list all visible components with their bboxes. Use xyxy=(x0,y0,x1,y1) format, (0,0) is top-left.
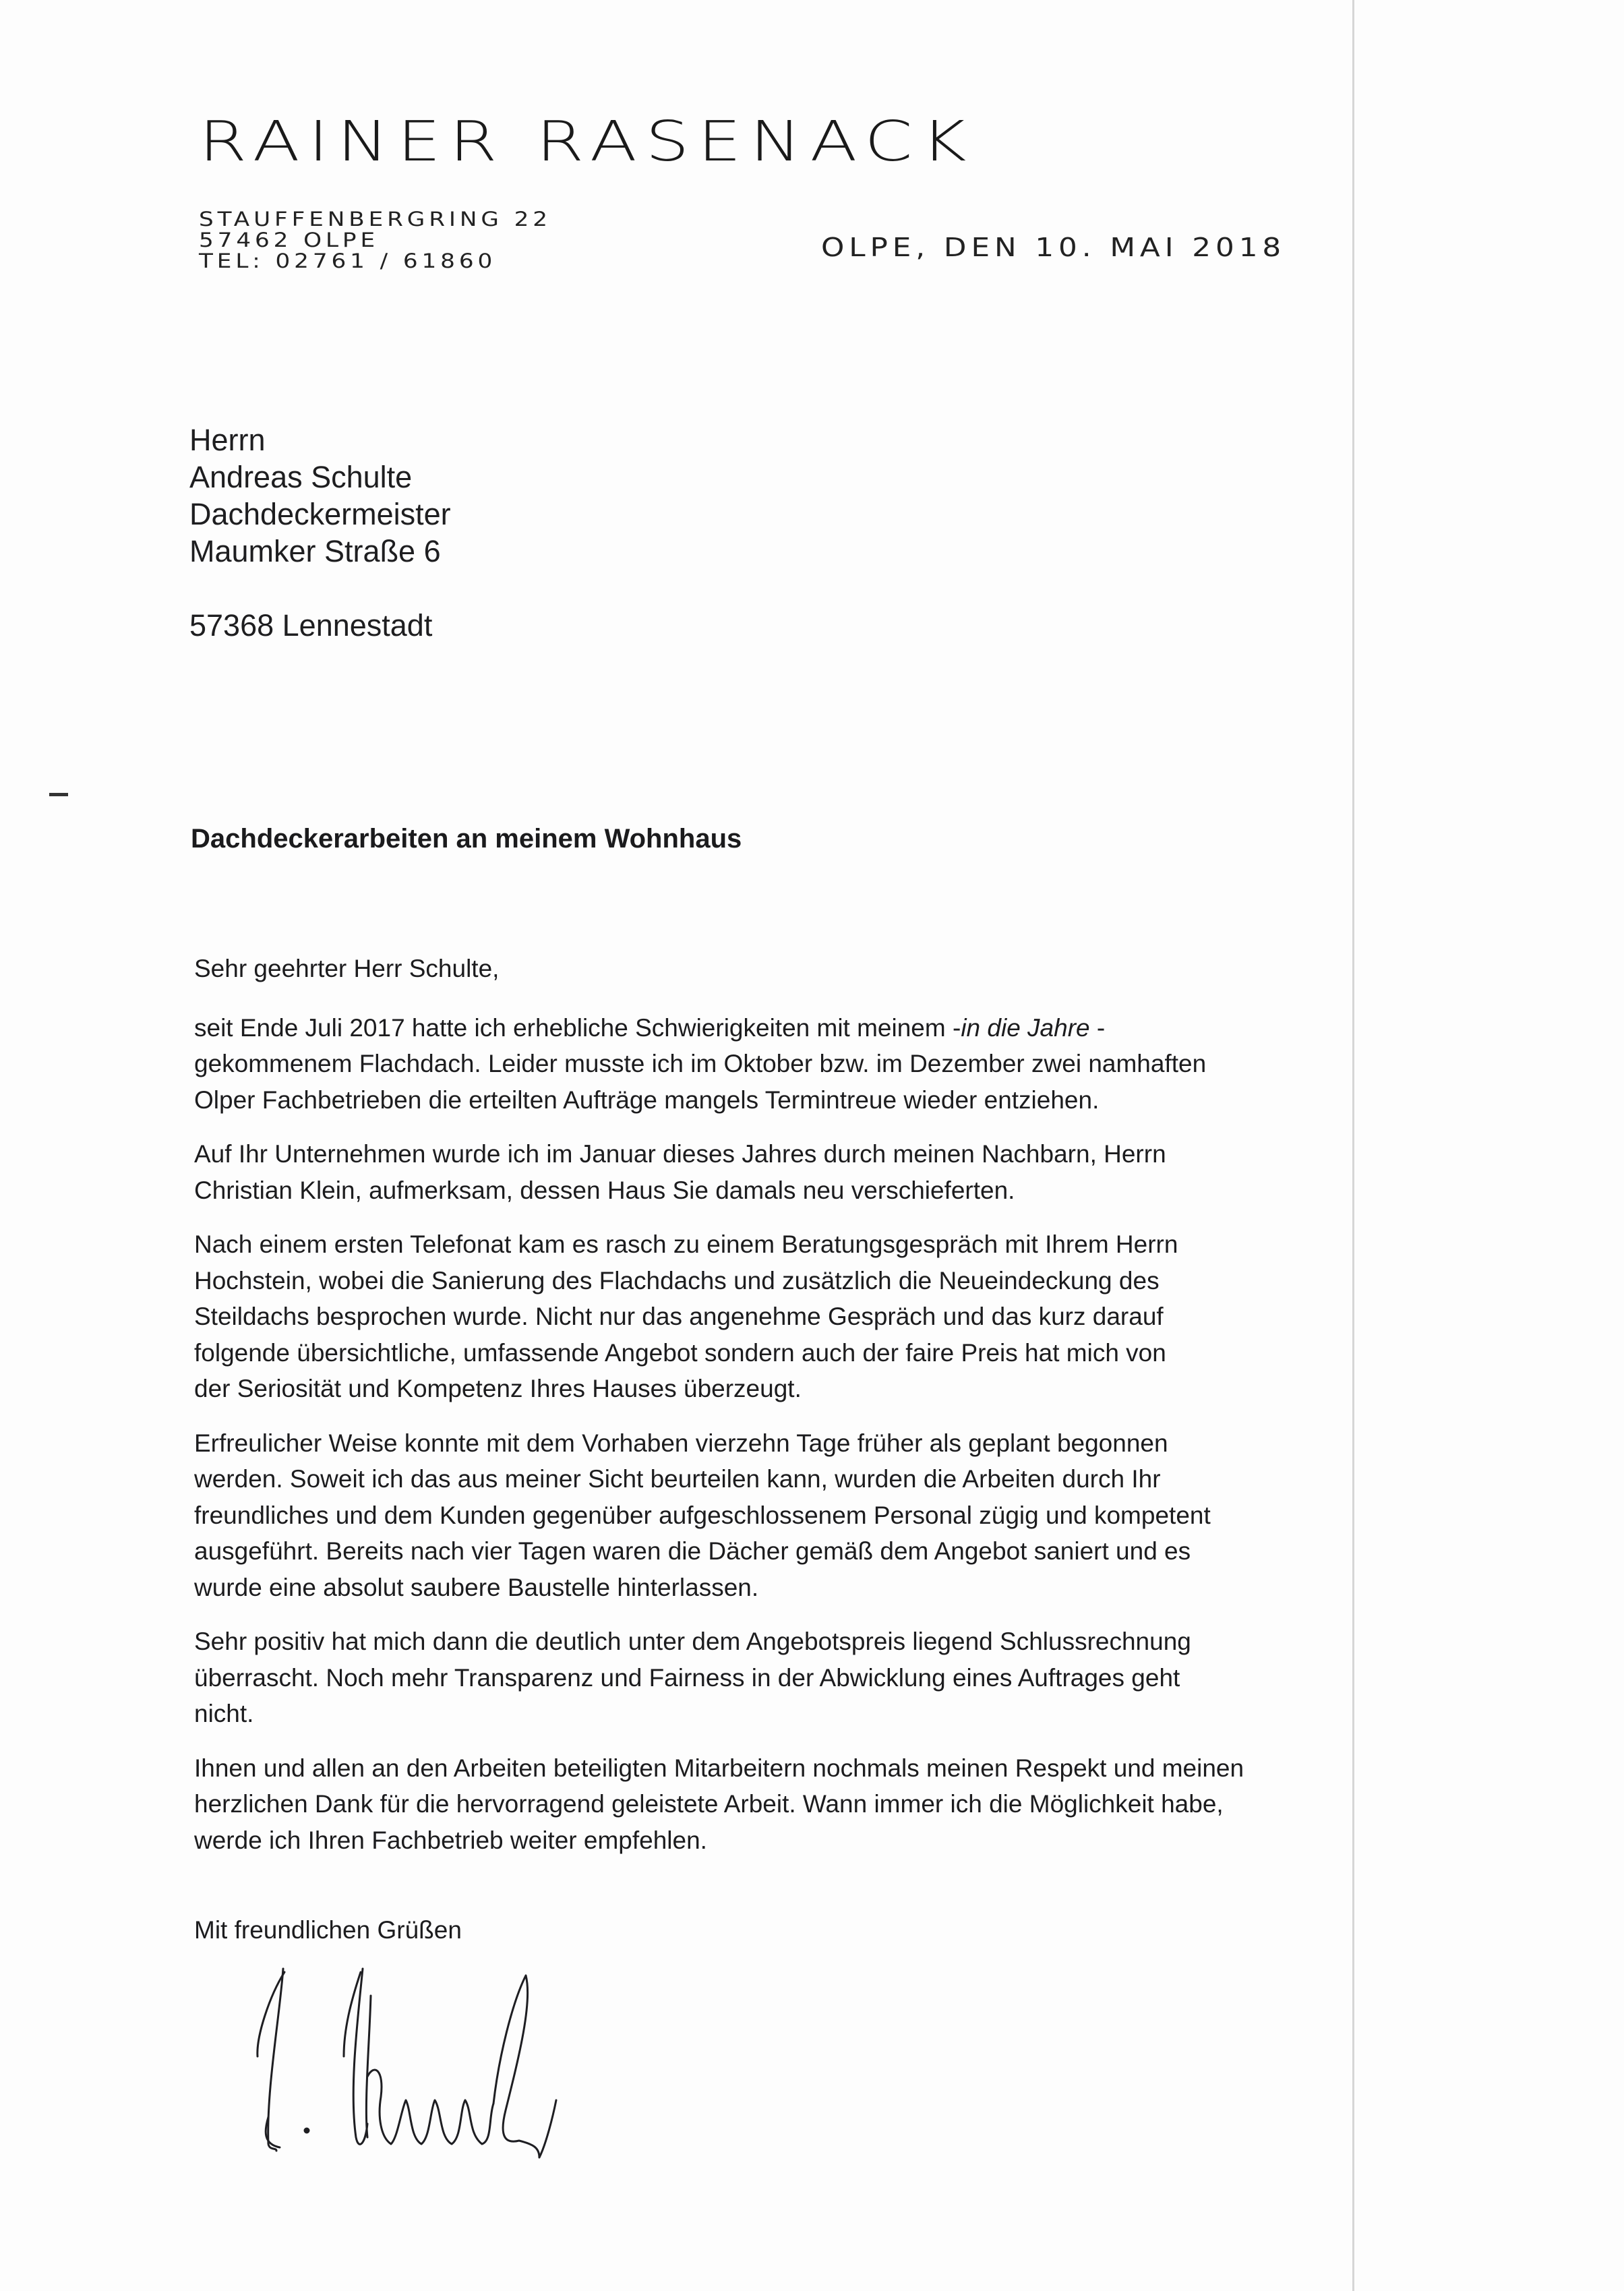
sender-city: 57462 OLPE xyxy=(199,229,379,251)
greeting: Sehr geehrter Herr Schulte, xyxy=(194,955,500,982)
body-line: gekommenem Flachdach. Leider musste ich im Oktober bzw. im Dezember zwei namhaften xyxy=(194,1050,1207,1077)
body-line: Christian Klein, aufmerksam, dessen Haus Sie damals neu verschieferten. xyxy=(194,1176,1015,1204)
recipient-street: Maumker Straße 6 xyxy=(189,534,441,568)
recipient-address xyxy=(189,421,451,644)
body-text-segment: seit Ende Juli 2017 hatte ich erhebliche Schwierigkeiten mit meinem - xyxy=(194,1013,961,1042)
fold-mark xyxy=(49,793,68,796)
body-paragraph xyxy=(194,1750,1462,1859)
body-paragraph xyxy=(194,1226,1462,1407)
sender-phone: TEL: 02761 / 61860 xyxy=(199,249,497,272)
body-line: Erfreulicher Weise konnte mit dem Vorhaben vierzehn Tage früher als geplant begonnen xyxy=(194,1429,1168,1457)
letterhead-name: RAINER RASENACK xyxy=(199,110,975,174)
body-line: nicht. xyxy=(194,1700,254,1727)
body-line: ausgeführt. Bereits nach vier Tagen waren die Dächer gemäß dem Angebot saniert und es xyxy=(194,1537,1191,1565)
body-line: werden. Soweit ich das aus meiner Sicht beurteilen kann, wurden die Arbeiten durch Ihr xyxy=(194,1465,1161,1493)
body-line: überrascht. Noch mehr Transparenz und Fairness in der Abwicklung eines Auftrages geht xyxy=(194,1663,1180,1692)
body-line: Sehr positiv hat mich dann die deutlich unter dem Angebotspreis liegend Schlussrechnung xyxy=(194,1628,1191,1655)
sender-address xyxy=(199,209,551,272)
body-line: wurde eine absolut saubere Baustelle hinterlassen. xyxy=(194,1573,759,1601)
body-paragraph xyxy=(194,1136,1462,1208)
body-line: Auf Ihr Unternehmen wurde ich im Januar dieses Jahres durch meinen Nachbarn, Herrn xyxy=(194,1140,1166,1168)
sender-street: STAUFFENBERGRING 22 xyxy=(199,208,551,231)
subject-line: Dachdeckerarbeiten an meinem Wohnhaus xyxy=(191,824,742,854)
body-line: freundliches und dem Kunden gegenüber aufgeschlossenem Personal zügig und kompetent xyxy=(194,1501,1211,1529)
body-paragraphs xyxy=(194,1010,1462,1859)
body-paragraph xyxy=(194,1425,1462,1606)
body-line: werde ich Ihren Fachbetrieb weiter empfehlen. xyxy=(194,1826,707,1854)
body-text-emphasis: in die Jahre xyxy=(961,1013,1090,1042)
body-line: der Seriosität und Kompetenz Ihres Hauses überzeugt. xyxy=(194,1375,802,1402)
body-line: Hochstein, wobei die Sanierung des Flachdachs und zusätzlich die Neueindeckung des xyxy=(194,1266,1160,1295)
signature-icon xyxy=(249,1942,627,2168)
letter-date: OLPE, DEN 10. MAI 2018 xyxy=(821,233,1286,262)
body-paragraph xyxy=(194,1624,1462,1732)
body-line: folgende übersichtliche, umfassende Angebot sondern auch der faire Preis hat mich von xyxy=(194,1338,1166,1367)
body-line: Ihnen und allen an den Arbeiten beteiligten Mitarbeitern nochmals meinen Respekt und meinen xyxy=(194,1754,1244,1782)
body-line xyxy=(194,1010,1462,1046)
body-text-segment: - xyxy=(1089,1013,1106,1042)
body-line: Nach einem ersten Telefonat kam es rasch zu einem Beratungsgespräch mit Ihrem Herrn xyxy=(194,1230,1178,1258)
body-line: herzlichen Dank für die hervorragend geleistete Arbeit. Wann immer ich die Möglichkeit habe, xyxy=(194,1790,1224,1818)
body-line: Steildachs besprochen wurde. Nicht nur das angenehme Gespräch und das kurz darauf xyxy=(194,1303,1164,1330)
body-paragraph xyxy=(194,1010,1462,1119)
recipient-title: Dachdeckermeister xyxy=(189,497,451,531)
recipient-city: 57368 Lennestadt xyxy=(189,608,433,643)
body-line: Olper Fachbetrieben die erteilten Aufträge mangels Termintreue wieder entziehen. xyxy=(194,1085,1100,1114)
closing-phrase: Mit freundlichen Grüßen xyxy=(194,1916,462,1944)
recipient-name: Andreas Schulte xyxy=(189,460,413,494)
letter-body xyxy=(194,951,1462,1876)
recipient-salutation: Herrn xyxy=(189,423,266,457)
